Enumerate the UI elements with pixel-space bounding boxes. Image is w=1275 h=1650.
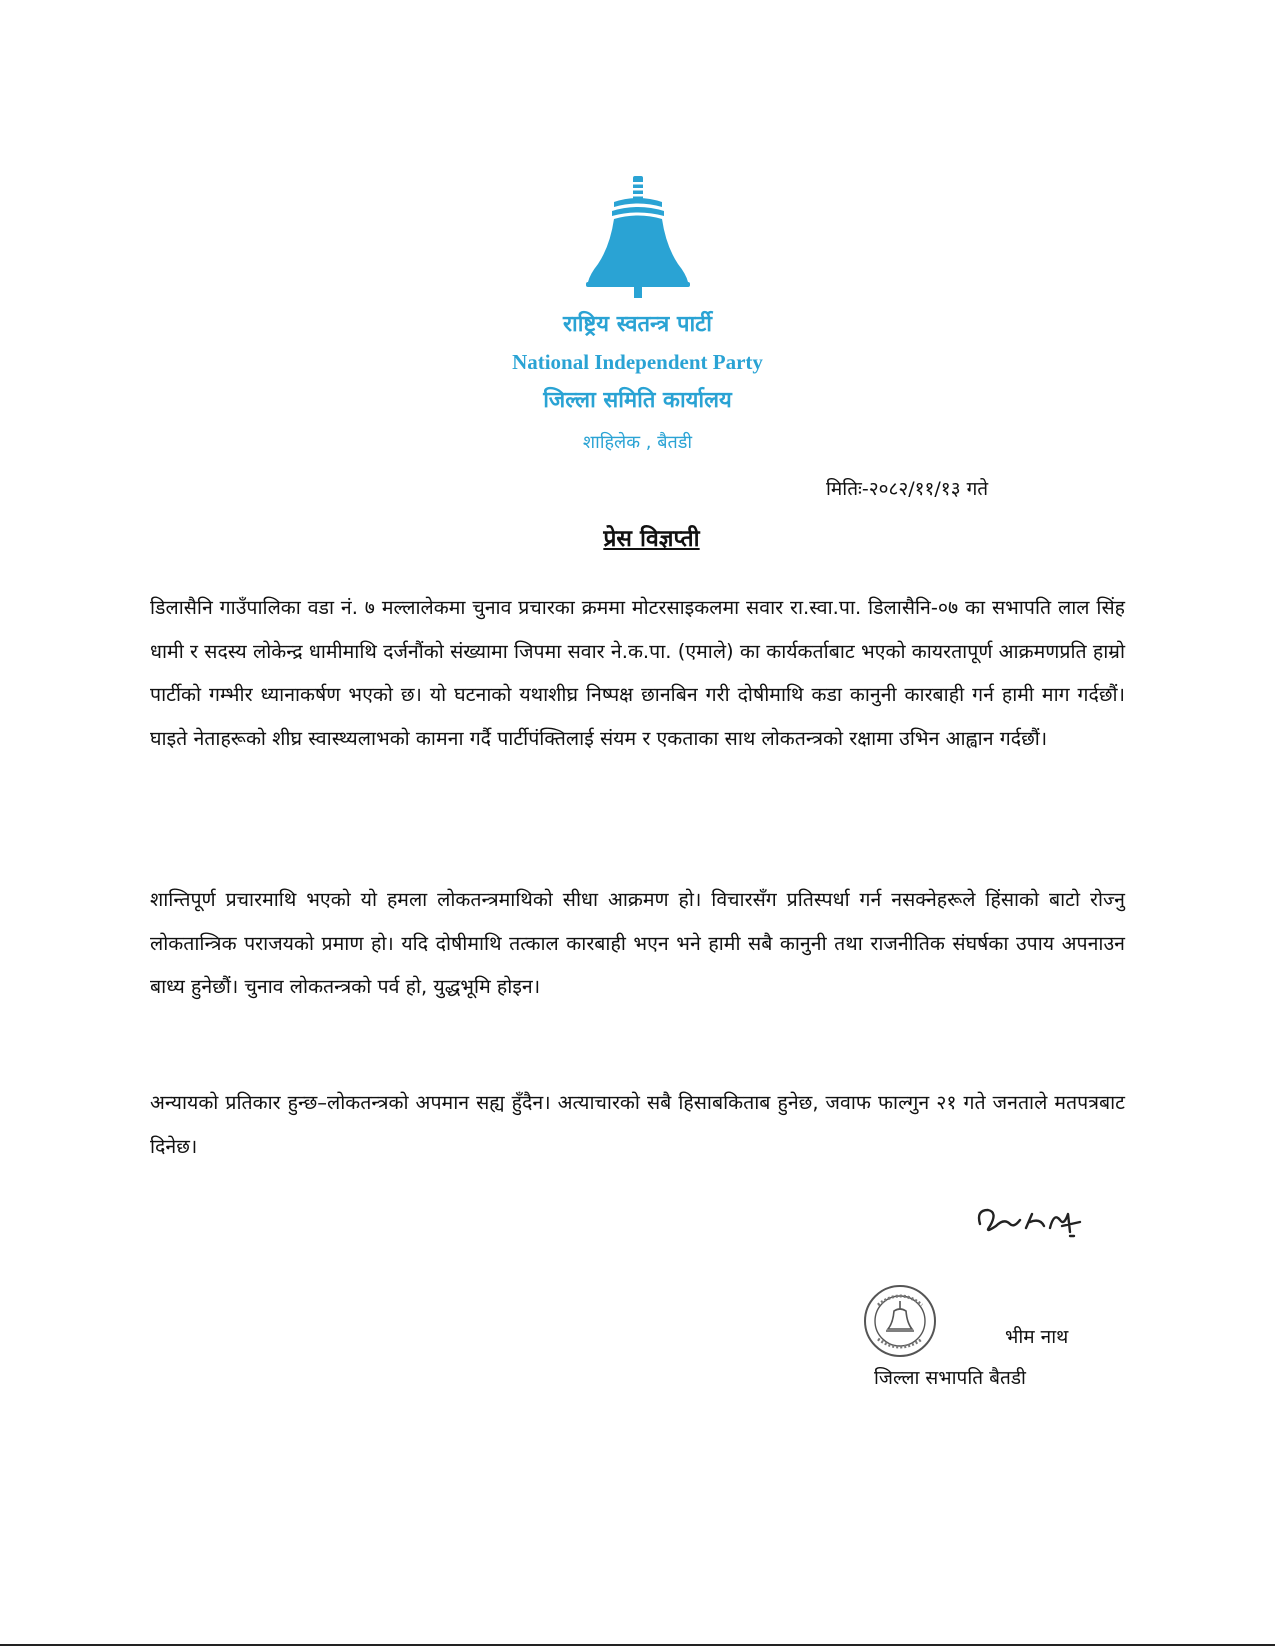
body-paragraph-3: अन्यायको प्रतिकार हुन्छ–लोकतन्त्रको अपमान सह्य हुँदैन। अत्याचारको सबै हिसाबकिताब हुनेछ, जवाफ फाल्गुन २१ गते जनताले मतपत्रबाट दिनेछ। (150, 1091, 1125, 1158)
date-line: मितिः-२०८२/११/१३ गते (826, 478, 989, 500)
party-name-nepali: राष्ट्रिय स्वतन्त्र पार्टी (563, 312, 712, 337)
document-title-text: प्रेस विज्ञप्ती (603, 526, 700, 552)
body-paragraph-1: डिलासैनि गाउँपालिका वडा नं. ७ मल्लालेकमा चुनाव प्रचारका क्रममा मोटरसाइकलमा सवार रा.स्वा.पा. डिलासैनि-०७ का सभापति लाल सिंह धामी र सदस्य लोकेन्द्र धामीमाथि दर्जनौंको संख्यामा जिपमा सवार ने.क.पा. (एमाले) का कार्यकर्ताबाट भएको कायरतापूर्ण आक्रमणप्रति हाम्रो पार्टीको गम्भीर ध्यानाकर्षण भएको छ। यो घटनाको यथाशीघ्र निष्पक्ष छानबिन गरी दोषीमाथि कडा कानुनी कारबाही गर्न हामी माग गर्दछौं। घाइते नेताहरूको शीघ्र स्वास्थ्यलाभको कामना गर्दै पार्टीपंक्तिलाई संयम र एकताका साथ लोकतन्त्रको रक्षामा उभिन आह्वान गर्दछौं। (150, 596, 1125, 750)
party-stamp-icon (862, 1283, 938, 1359)
office-name: जिल्ला समिति कार्यालय (543, 388, 732, 413)
bell-logo-icon (586, 176, 690, 298)
signatory-name: भीम नाथ (1005, 1326, 1069, 1348)
signatory-title: जिल्ला सभापति बैतडी (874, 1367, 1026, 1389)
handwritten-signature (970, 1196, 1110, 1246)
office-location: शाहिलेक , बैतडी (582, 432, 693, 453)
document-title (0, 521, 1275, 553)
body-paragraph-2: शान्तिपूर्ण प्रचारमाथि भएको यो हमला लोकतन्त्रमाथिको सीधा आक्रमण हो। विचारसँग प्रतिस्पर्धा गर्न नसक्नेहरूले हिंसाको बाटो रोज्नु लोकतान्त्रिक पराजयको प्रमाण हो। यदि दोषीमाथि तत्काल कारबाही भएन भने हामी सबै कानुनी तथा राजनीतिक संघर्षका उपाय अपनाउन बाध्य हुनेछौं। चुनाव लोकतन्त्रको पर्व हो, युद्धभूमि होइन। (150, 888, 1125, 998)
party-name-english: National Independent Party (512, 350, 763, 374)
bottom-rule (0, 1644, 1275, 1646)
